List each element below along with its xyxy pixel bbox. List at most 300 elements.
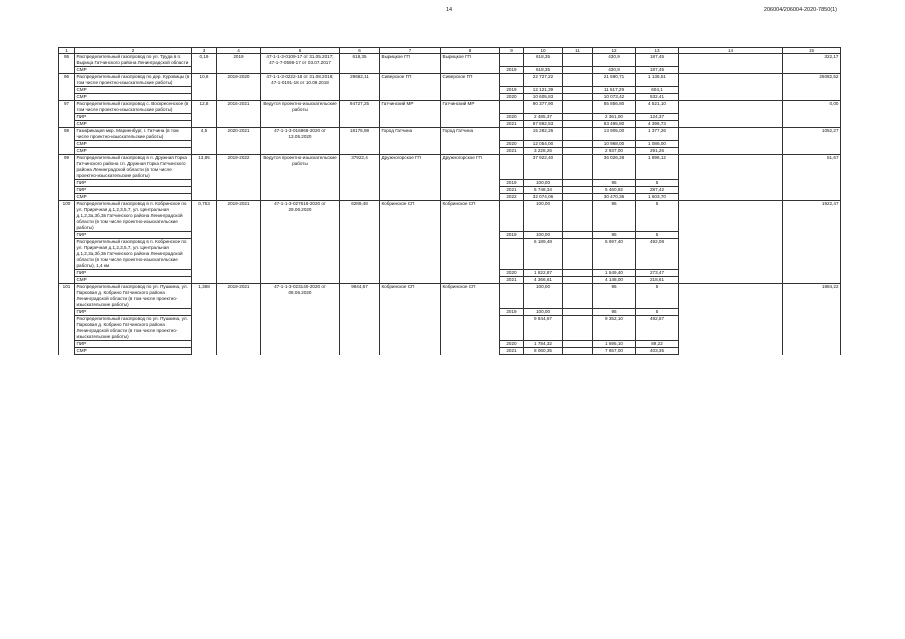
table-cell [340,309,380,316]
table-cell [563,180,593,187]
row-label: ПИР [75,232,192,239]
table-cell [563,277,593,284]
year-cell: 2020 [500,94,524,101]
table-cell [679,114,783,121]
table-cell [679,239,783,270]
amount-cell: 187,45 [636,67,679,74]
column-header: 7 [380,48,441,54]
amount-cell: 32 074,06 [524,194,563,201]
table-cell [59,67,75,74]
table-cell [192,94,217,101]
amount-cell: 5 [636,309,679,316]
table-cell [679,341,783,348]
table-row [59,87,841,94]
table-cell [500,101,524,114]
year-cell: 2020 [500,270,524,277]
table-cell [679,180,783,187]
table-cell [500,239,524,270]
table-cell [783,316,841,341]
table-cell [783,87,841,94]
table-cell: Сиверское ГП [380,74,441,87]
table-cell [441,114,500,121]
table-cell [217,239,261,270]
column-header: 10 [524,48,563,54]
table-cell: 15 282,26 [524,128,563,141]
table-row [59,180,841,187]
table-cell [563,101,593,114]
table-cell [679,155,783,180]
table-row [59,187,841,194]
table-cell: 2020-2021 [217,128,261,141]
amount-cell: 492,57 [636,316,679,341]
object-name: Распределительный газопровод по ул. Труда в п. Вырица Гатчинского района Ленинградской области [75,54,192,67]
row-label: СМР [75,67,192,74]
table-cell [441,239,500,270]
amount-cell: 87 892,53 [524,121,563,128]
column-header: 6 [340,48,380,54]
amount-cell: 9 844,67 [524,316,563,341]
table-cell [679,94,783,101]
table-cell [679,232,783,239]
year-cell: 2020 [500,141,524,148]
row-number: 100 [59,201,75,232]
amount-cell: 10 968,00 [593,141,636,148]
year-cell: 2021 [500,121,524,128]
table-cell [563,114,593,121]
table-cell: Ведутся проектно-изыскательские работы [261,101,340,114]
table-row [59,128,841,141]
amount-cell: 1 086,00 [636,141,679,148]
amount-cell: 403,35 [636,348,679,355]
table-cell [563,74,593,87]
object-name: Распределительный газопровод в п. Дружная Горка Гатчинского района г.п. Дружная Горка Гатчинского района Ленинградской области (в том числе проектно-изыскательские работы) [75,155,192,180]
table-cell [340,341,380,348]
table-cell [192,341,217,348]
table-cell: 2019-2021 [217,201,261,232]
table-cell [783,239,841,270]
row-label: ПИР [75,187,192,194]
amount-cell: 604,1 [636,87,679,94]
table-cell [441,232,500,239]
table-cell [783,67,841,74]
amount-cell: 3 228,26 [524,148,563,155]
table-row [59,316,841,341]
amount-cell: 95 [593,180,636,187]
table-cell [679,187,783,194]
table-cell [340,148,380,155]
amount-cell: 2 937,00 [593,148,636,155]
table-cell [192,194,217,201]
table-cell [217,94,261,101]
amount-cell: 4 366,61 [524,277,563,284]
amount-cell: 1 549,40 [593,270,636,277]
amount-cell: 95 [593,309,636,316]
table-cell [441,309,500,316]
year-cell: 2021 [500,187,524,194]
table-cell [59,194,75,201]
row-label: ПИР [75,309,192,316]
amount-cell: 100,00 [524,232,563,239]
table-cell [500,316,524,341]
table-cell [192,270,217,277]
table-cell: 85 856,80 [593,101,636,114]
table-cell: Сиверское ГП [441,74,500,87]
table-cell: 13 905,00 [593,128,636,141]
object-name: Распределительный газопровод по дер. Куровицы (в том числе проектно-изыскательские работы) [75,74,192,87]
table-cell: Вырицкое ГП [441,54,500,67]
table-cell [380,121,441,128]
table-row [59,309,841,316]
table-cell [783,341,841,348]
amount-cell: 2 485,37 [524,114,563,121]
table-cell [192,348,217,355]
table-cell: Гатчинский МР [380,101,441,114]
amount-cell: 95 [593,232,636,239]
row-label: СМР [75,348,192,355]
table-cell [192,239,217,270]
table-cell: 37922,4 [340,155,380,180]
table-cell [217,114,261,121]
table-cell [380,114,441,121]
table-cell: 2015-2021 [217,101,261,114]
table-cell [563,87,593,94]
table-cell [59,270,75,277]
table-cell [380,348,441,355]
table-cell [340,87,380,94]
table-cell [217,309,261,316]
table-cell [500,284,524,309]
table-row [59,270,841,277]
table-cell [679,201,783,232]
row-label: Распределительный газопровод по ул. Пушкина, ул. Парковая д. Кобрино Гатчинского района Ленинградской области (в том числе проектно-изыскательские работы) [75,316,192,341]
column-header: 2 [75,48,192,54]
table-cell: 94727,25 [340,101,380,114]
table-cell [217,87,261,94]
table-row [59,121,841,128]
row-label: СМР [75,121,192,128]
table-cell: 13,85 [192,155,217,180]
table-cell: Кобринское СП [380,284,441,309]
table-cell [217,67,261,74]
amount-cell: 618,35 [524,67,563,74]
table-cell: 95 [593,201,636,232]
table-cell [59,309,75,316]
table-cell: Город Гатчина [380,128,441,141]
table-cell [679,270,783,277]
table-row [59,67,841,74]
amount-cell: 10 605,83 [524,94,563,101]
amount-cell: 492,08 [636,239,679,270]
table-cell [261,232,340,239]
table-row [59,239,841,270]
table-row [59,232,841,239]
year-cell: 2019 [500,67,524,74]
table-cell [563,201,593,232]
column-header: 1 [59,48,75,54]
table-cell [679,277,783,284]
table-cell [340,94,380,101]
table-cell [261,309,340,316]
amount-cell: 4 148,00 [593,277,636,284]
table-cell [192,309,217,316]
table-cell: 22 727,22 [524,74,563,87]
table-row [59,148,841,155]
table-cell [380,148,441,155]
table-cell: Кобринское СП [441,284,500,309]
table-cell [563,67,593,74]
table-cell: 0,753 [192,201,217,232]
table-cell [441,316,500,341]
table-cell: 47-1-1-3-023140-2020 от 08.06.2020 [261,284,340,309]
row-number: 101 [59,284,75,309]
table-row [59,54,841,67]
table-cell [500,155,524,180]
table-row [59,74,841,87]
table-cell [380,239,441,270]
table-cell: 0,00 [783,101,841,114]
table-row [59,194,841,201]
table-cell: 47-1-1-3-0109-17 от 31.05.2017; 47-1-7-0598-17 от 03.07.2017 [261,54,340,67]
amount-cell: 8 060,35 [524,348,563,355]
row-label: СМР [75,148,192,155]
table-cell: 1052,27 [783,128,841,141]
table-cell: 10,6 [192,74,217,87]
table-cell [380,187,441,194]
year-cell: 2019 [500,309,524,316]
table-cell [563,284,593,309]
table-cell [59,239,75,270]
table-row [59,101,841,114]
table-cell: 0,19 [192,54,217,67]
table-cell [217,270,261,277]
table-cell [59,114,75,121]
table-cell: 12,8 [192,101,217,114]
table-cell [192,180,217,187]
table-cell [500,128,524,141]
amount-cell: 83 495,80 [593,121,636,128]
table-cell: 2019 [217,54,261,67]
table-row [59,284,841,309]
table-cell [563,54,593,67]
table-cell [217,180,261,187]
table-row [59,348,841,355]
amount-cell: 5 748,34 [524,187,563,194]
amount-cell: 273,47 [636,270,679,277]
year-cell: 2019 [500,232,524,239]
table-cell: Ведутся проектно-изыскательские работы [261,155,340,180]
table-cell: 47-1-1-3-016866-2020 от 13.05.2020 [261,128,340,141]
table-cell [340,348,380,355]
table-cell: 1,388 [192,284,217,309]
object-name: Распределительный газопровод с. Воскресенское (в том числе проектно-изыскательские работы) [75,101,192,114]
table-cell: 1 896,12 [636,155,679,180]
table-cell [59,348,75,355]
table-cell [261,316,340,341]
amount-cell: 6 189,48 [524,239,563,270]
amount-cell: 9 352,10 [593,316,636,341]
table-cell: Кобринское СП [441,201,500,232]
table-row [59,114,841,121]
table-cell: 90 377,90 [524,101,563,114]
table-cell: 2019-2020 [217,74,261,87]
table-cell [217,194,261,201]
table-cell [217,341,261,348]
page-number: 14 [446,7,453,13]
amount-cell: 5 697,40 [593,239,636,270]
table-cell [380,316,441,341]
amount-cell: 430,9 [593,67,636,74]
amount-cell: 100,00 [524,309,563,316]
table-cell [679,309,783,316]
table-cell [192,121,217,128]
table-cell [563,148,593,155]
row-label: ПИР [75,341,192,348]
amount-cell: 12 121,39 [524,87,563,94]
document-number: 206004/206004-2020-7850(1) [763,7,837,13]
year-cell: 2020 [500,114,524,121]
table-cell: 618,35 [524,54,563,67]
table-cell [441,194,500,201]
table-cell [217,187,261,194]
row-label: ПИР [75,114,192,121]
table-cell: 4,5 [192,128,217,141]
year-cell: 2019 [500,180,524,187]
table-cell [563,141,593,148]
amount-cell: 532,41 [636,94,679,101]
amount-cell: 7 657,00 [593,348,636,355]
table-cell [340,232,380,239]
table-cell: 21 590,71 [593,74,636,87]
table-cell [340,141,380,148]
row-label: СМР [75,141,192,148]
table-cell [783,121,841,128]
row-label: ПИР [75,270,192,277]
table-cell: Город Гатчина [441,128,500,141]
amount-cell: 10 073,42 [593,94,636,101]
table-cell: 6289,48 [340,201,380,232]
amount-cell: 287,42 [636,187,679,194]
table-cell [563,94,593,101]
table-cell [441,277,500,284]
table-cell: 1922,47 [783,201,841,232]
amount-cell: 100,00 [524,180,563,187]
table-cell [192,232,217,239]
object-name: Распределительный газопровод в п. Кобринское по ул. Приречная д.1,2,3,5,7, ул. Центральная д.1,2,3а,3б,3в Гатчинского района Ленинградской области (в том числе проектно-изыскательские работы) [75,201,192,232]
table-cell: 47-1-1-3-0222-18 от 31.08.2018; 47-1-0191-18 от 10.09.2018 [261,74,340,87]
table-cell: 2019-2021 [217,284,261,309]
amount-cell: 89,22 [636,341,679,348]
amount-cell: 5 460,92 [593,187,636,194]
year-cell: 2019 [500,87,524,94]
table-cell [340,114,380,121]
row-number: 98 [59,128,75,141]
table-cell [340,270,380,277]
table-cell [59,316,75,341]
table-cell [59,277,75,284]
table-cell [679,194,783,201]
table-cell [217,148,261,155]
table-cell [783,187,841,194]
table-cell [217,141,261,148]
amount-cell: 2 361,00 [593,114,636,121]
table-cell [192,141,217,148]
table-cell [500,54,524,67]
table-cell [380,180,441,187]
table-cell [217,277,261,284]
table-cell [380,87,441,94]
table-cell [563,121,593,128]
table-cell: 95 [593,284,636,309]
table-cell [192,114,217,121]
table-cell [783,348,841,355]
table-cell [441,270,500,277]
table-row [59,277,841,284]
table-cell: 9944,67 [340,284,380,309]
amount-cell: 4 396,73 [636,121,679,128]
table-cell [261,114,340,121]
table-cell [340,239,380,270]
table-cell: 1 377,26 [636,128,679,141]
amount-cell: 12 054,00 [524,141,563,148]
table-cell [192,87,217,94]
table-row [59,141,841,148]
table-cell: Кобринское СП [380,201,441,232]
column-header: 15 [783,48,841,54]
table-cell [563,239,593,270]
table-row [59,201,841,232]
table-body [59,48,841,355]
amount-cell: 1 822,87 [524,270,563,277]
table-cell [441,87,500,94]
table-cell: 29662,11 [340,74,380,87]
table-cell [563,232,593,239]
column-header: 4 [217,48,261,54]
table-cell: 36 026,28 [593,155,636,180]
table-cell [380,277,441,284]
table-cell [340,194,380,201]
table-cell [261,94,340,101]
table-cell [380,67,441,74]
table-cell [679,148,783,155]
table-cell [679,348,783,355]
table-cell [59,232,75,239]
column-header: 11 [563,48,593,54]
table-cell [563,270,593,277]
column-header: 9 [500,48,524,54]
table-cell: Вырицкое ГП [380,54,441,67]
table-cell [261,187,340,194]
table-cell [59,87,75,94]
table-cell: 18175,98 [340,128,380,141]
table-cell [261,239,340,270]
year-cell: 2021 [500,148,524,155]
table-cell: 322,17 [783,54,841,67]
table-cell [563,316,593,341]
table-cell [340,316,380,341]
table-cell [679,316,783,341]
table-cell [192,148,217,155]
row-number: 96 [59,74,75,87]
table-cell [340,180,380,187]
table-cell [340,277,380,284]
table-cell [679,128,783,141]
table-cell [217,232,261,239]
table-cell [441,148,500,155]
table-cell [192,316,217,341]
table-cell [563,187,593,194]
table-cell [679,284,783,309]
row-number: 97 [59,101,75,114]
